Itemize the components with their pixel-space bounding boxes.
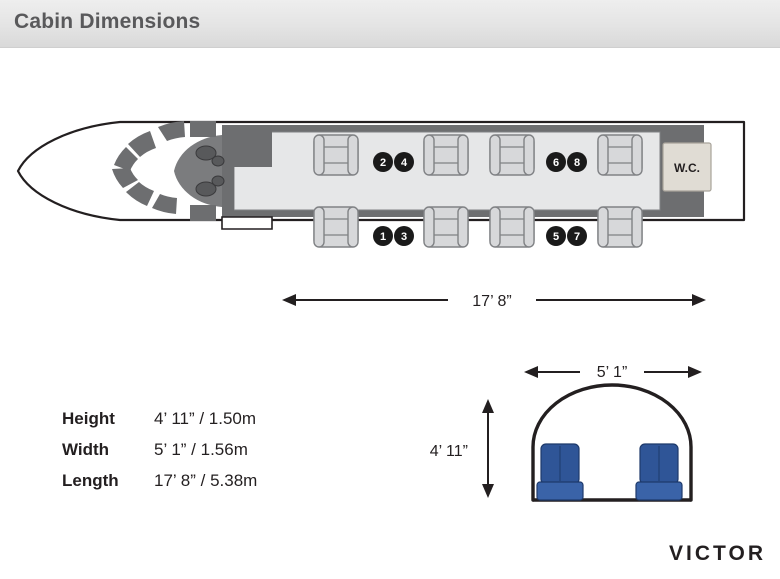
seat [490,207,534,247]
seat-number: 4 [400,157,408,169]
seat-number: 1 [379,231,387,243]
seat-number: 6 [552,157,560,169]
spec-row-length [62,471,352,502]
lavatory-label: W.C. [674,161,700,175]
page-title: Cabin Dimensions [14,10,201,33]
seat [424,135,468,175]
seat [598,207,642,247]
seat [314,207,358,247]
width-dimension-label: 5’ 1” [596,364,628,381]
floorplan-group [18,121,744,313]
seat-number: 2 [379,157,387,169]
length-dimension-label: 17’ 8” [472,293,512,310]
galley-step [222,217,272,229]
seat-number: 7 [573,231,581,243]
spec-value: 4’ 11” / 1.50m [154,409,257,428]
height-dimension-label: 4’ 11” [429,443,468,460]
spec-value: 5’ 1” / 1.56m [154,440,248,459]
cross-section-seat-right [636,444,682,500]
seat [424,207,468,247]
spec-label: Length [62,471,119,490]
height-dimension [482,399,494,498]
spec-label: Height [62,409,115,428]
seat-number: 3 [400,231,408,243]
spec-row-width [62,440,352,471]
lavatory [663,143,711,191]
brand-logo: VICTOR [669,542,766,565]
seat [490,135,534,175]
seat [598,135,642,175]
cross-section-seat-left [537,444,583,500]
seat-number: 8 [573,157,581,169]
cross-section-group [430,360,702,500]
seat [314,135,358,175]
spec-row-height [62,409,352,440]
seat-number: 5 [552,231,560,243]
specs-table [62,409,352,502]
header-bar [0,0,780,48]
spec-label: Width [62,440,110,459]
seat-number-badges-lower [373,226,587,246]
spec-value: 17’ 8” / 5.38m [154,471,258,490]
